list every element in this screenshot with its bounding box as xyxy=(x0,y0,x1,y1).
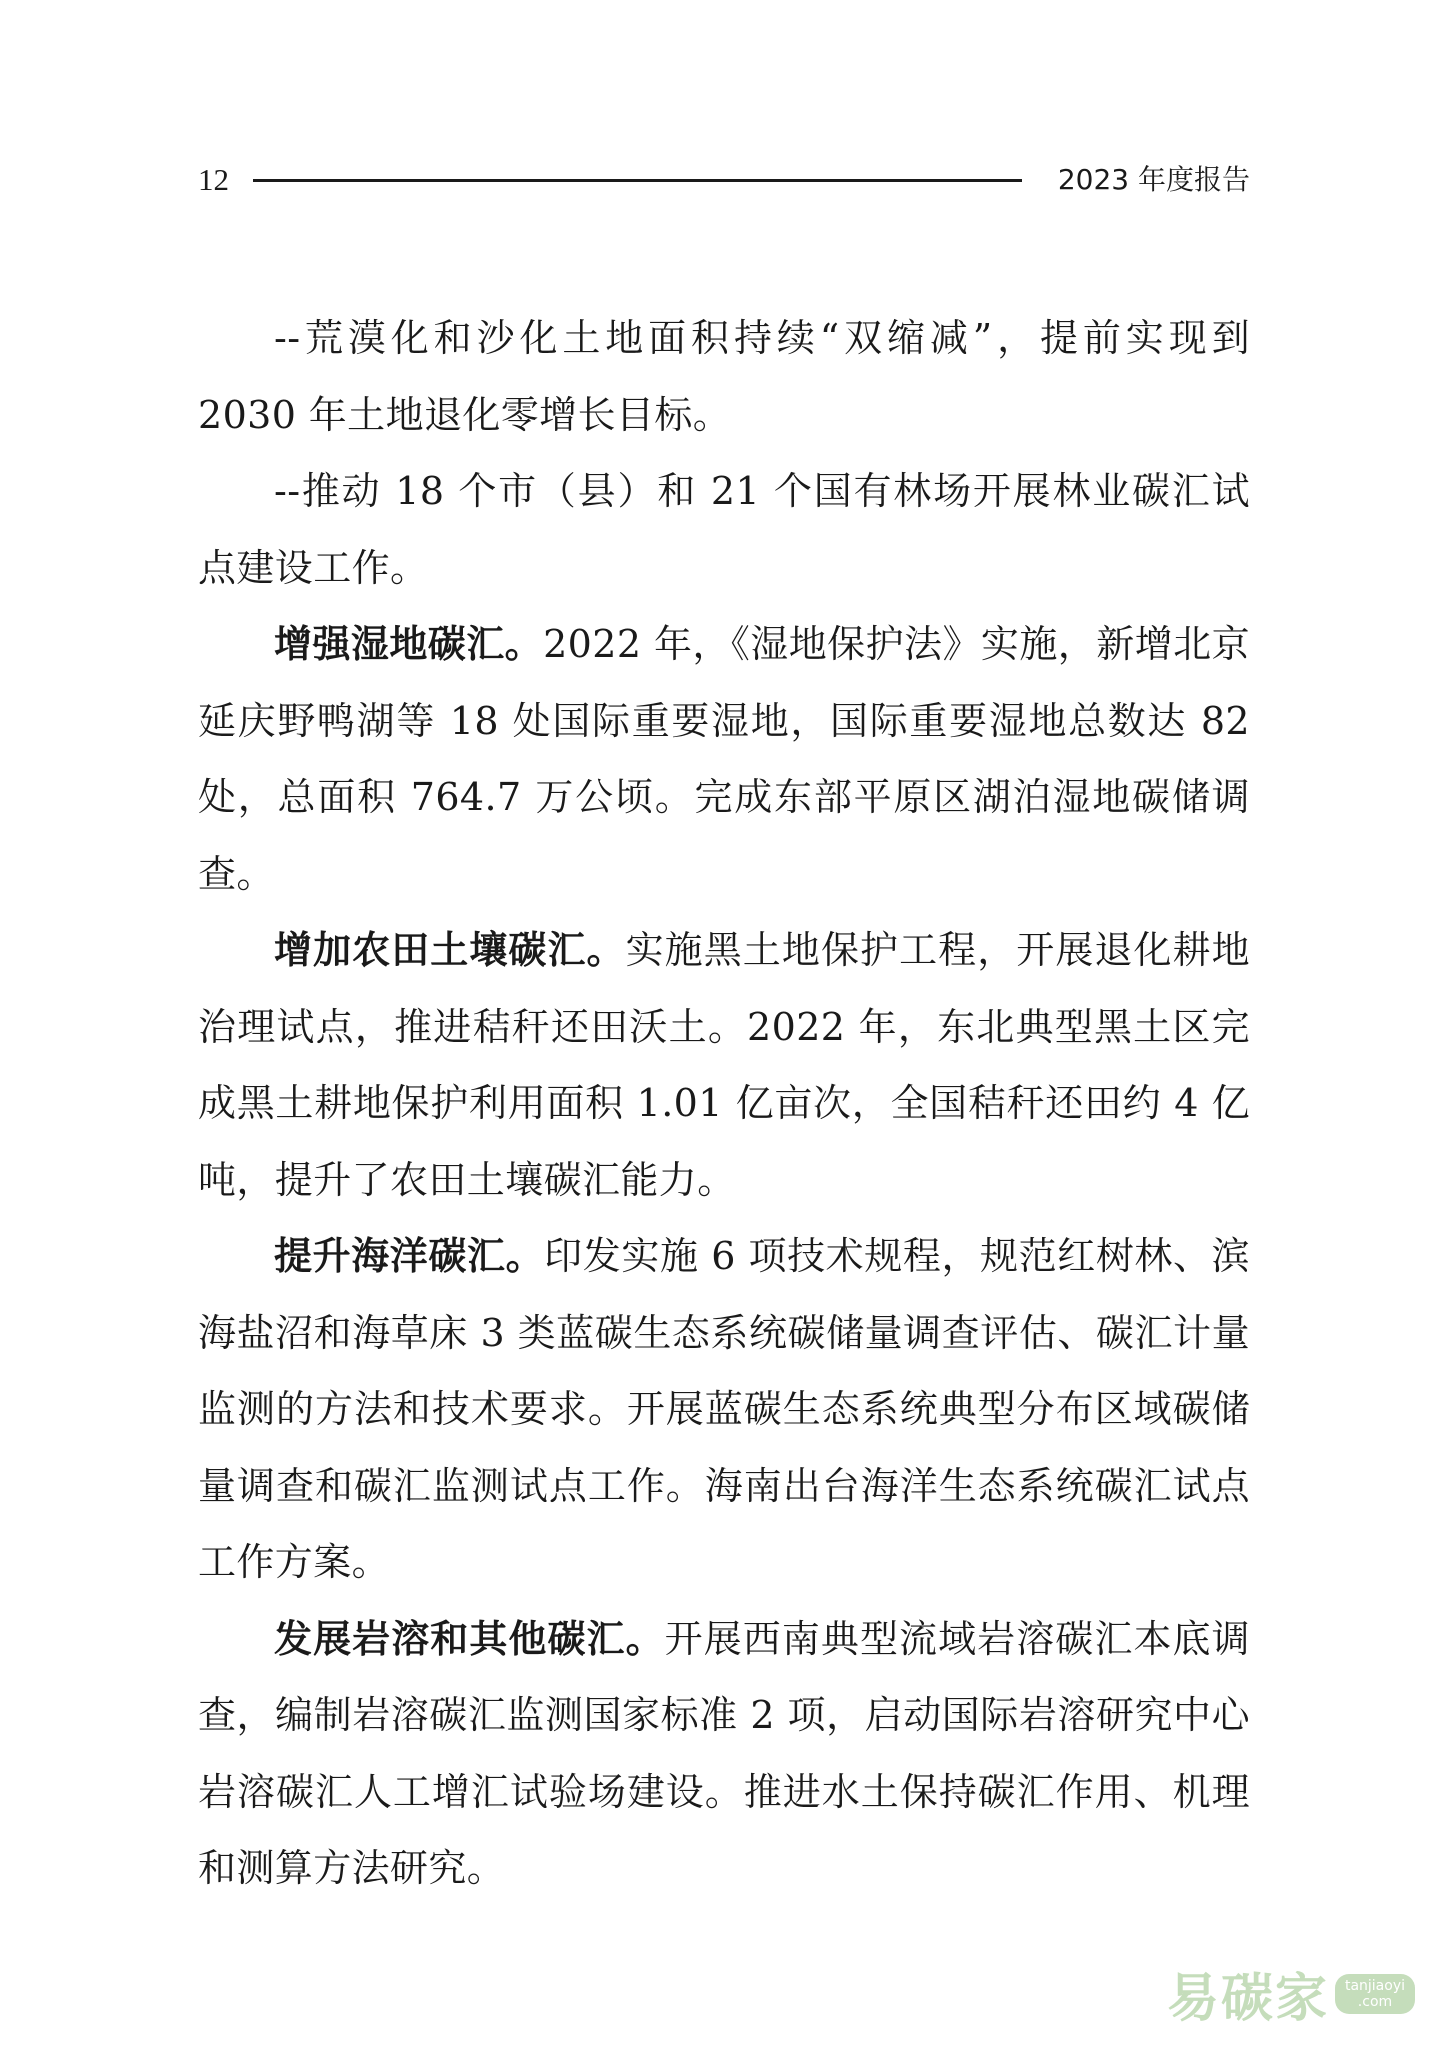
watermark-domain-line1: tanjiaoyi xyxy=(1344,1977,1405,1994)
paragraph-ocean xyxy=(198,1218,1250,1601)
page-header xyxy=(198,158,1250,202)
paragraph-text: 印发实施 6 项技术规程，规范红树林、滨海盐沼和海草床 3 类蓝碳生态系统碳储量调查评估、碳汇计量监测的方法和技术要求。开展蓝碳生态系统典型分布区域碳储量调查和碳汇监测试点工作。海南出台海洋生态系统碳汇试点工作方案。 xyxy=(198,1234,1250,1584)
paragraph-wetland xyxy=(198,606,1250,912)
header-rule xyxy=(253,179,1022,182)
watermark xyxy=(1167,1956,1415,2031)
paragraph-desertification xyxy=(198,300,1250,453)
paragraph-heading: 增强湿地碳汇。 xyxy=(274,621,544,666)
paragraph-farmland xyxy=(198,912,1250,1218)
watermark-domain-line2: .com xyxy=(1357,1993,1393,2010)
report-title: 2023 年度报告 xyxy=(1057,163,1250,196)
paragraph-text: --荒漠化和沙化土地面积持续“双缩减”，提前实现到 2030 年土地退化零增长目标。 xyxy=(198,316,1250,437)
paragraph-forestry-pilot xyxy=(198,453,1250,606)
watermark-domain-badge xyxy=(1335,1974,1415,2014)
paragraph-karst xyxy=(198,1601,1250,1907)
body-text xyxy=(198,300,1250,1907)
paragraph-heading: 提升海洋碳汇。 xyxy=(274,1233,545,1278)
paragraph-heading: 增加农田土壤碳汇。 xyxy=(274,927,626,972)
paragraph-text: 2022 年，《湿地保护法》实施，新增北京延庆野鸭湖等 18 处国际重要湿地，国际重要湿地总数达 82 处，总面积 764.7 万公顷。完成东部平原区湖泊湿地碳储调查。 xyxy=(198,622,1250,896)
paragraph-heading: 发展岩溶和其他碳汇。 xyxy=(274,1615,665,1661)
watermark-logo: 易碳家 xyxy=(1166,1969,1329,2029)
page-number: 12 xyxy=(198,162,229,197)
paragraph-text: --推动 18 个市（县）和 21 个国有林场开展林业碳汇试点建设工作。 xyxy=(198,469,1250,590)
paragraph-text: 实施黑土地保护工程，开展退化耕地治理试点，推进秸秆还田沃土。2022 年，东北典型黑土区完成黑土耕地保护利用面积 1.01 亿亩次，全国秸秆还田约 4 亿吨，提升了农田土壤碳汇能力。 xyxy=(198,928,1251,1202)
paragraph-text: 开展西南典型流域岩溶碳汇本底调查，编制岩溶碳汇监测国家标准 2 项，启动国际岩溶研究中心岩溶碳汇人工增汇试验场建设。推进水土保持碳汇作用、机理和测算方法研究。 xyxy=(198,1616,1250,1890)
